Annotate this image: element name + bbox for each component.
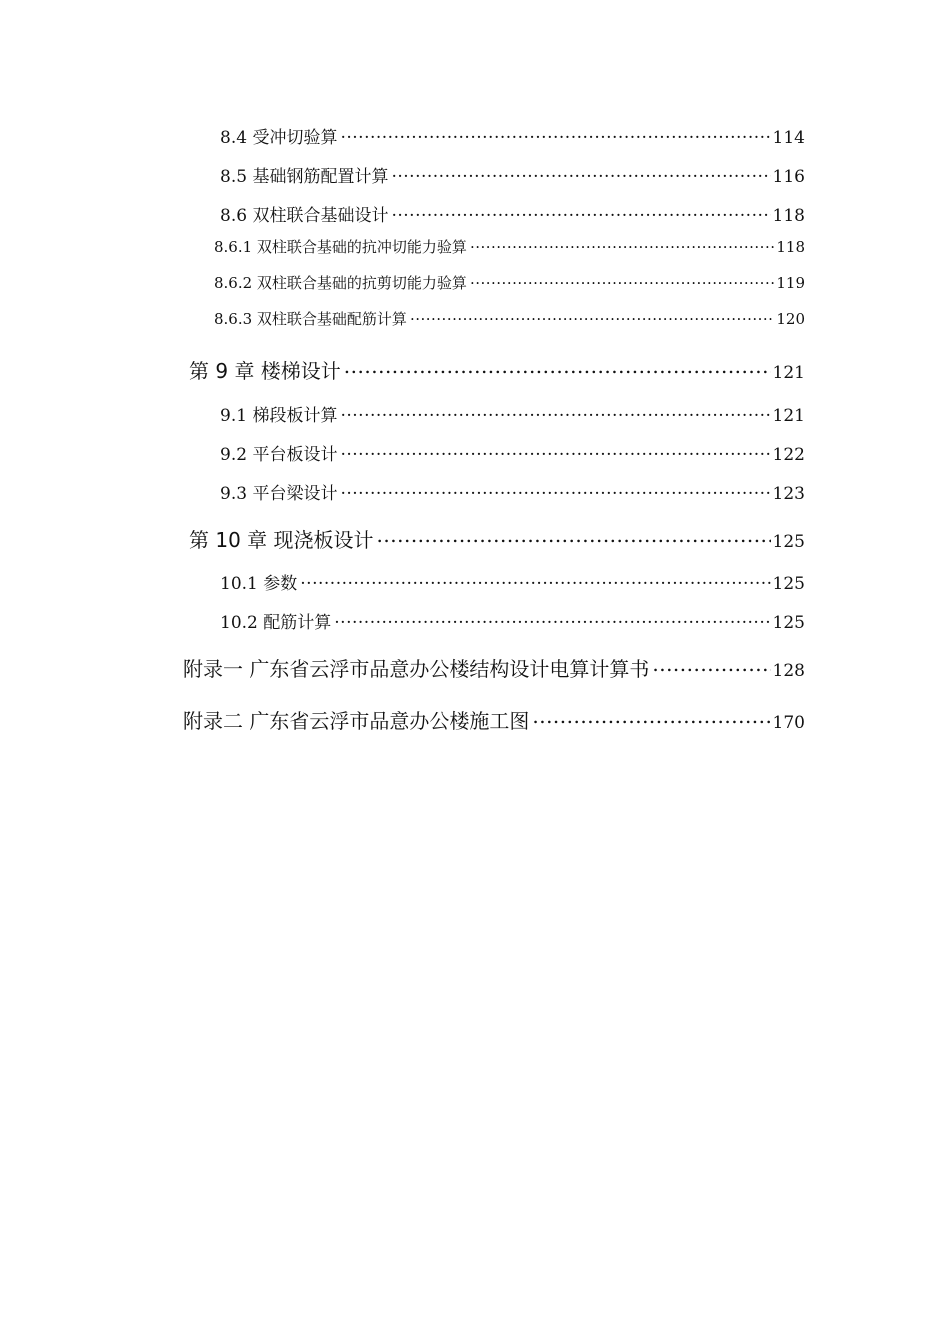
- toc-entry-title: 附录一 广东省云浮市品意办公楼结构设计电算计算书: [183, 657, 650, 681]
- toc-entry-8-6[interactable]: [220, 201, 805, 226]
- toc-dot-leader: [334, 611, 770, 628]
- toc-entry-9-2[interactable]: [220, 440, 805, 465]
- toc-entry-chapter-10[interactable]: [189, 524, 805, 553]
- toc-entry-appendix-2[interactable]: [183, 705, 805, 734]
- toc-entry-10-2[interactable]: [220, 608, 805, 633]
- toc-entry-page: 114: [772, 128, 805, 148]
- toc-entry-title: 9.1 梯段板计算: [220, 406, 338, 426]
- toc-entry-page: 125: [772, 574, 805, 594]
- toc-dot-leader: [340, 443, 770, 460]
- toc-entry-title: 8.6.2 双柱联合基础的抗剪切能力验算: [214, 274, 467, 292]
- toc-entry-page: 128: [772, 661, 805, 681]
- toc-dot-leader: [377, 527, 771, 547]
- toc-entry-8-4[interactable]: [220, 123, 805, 148]
- toc-entry-title: 第 10 章 现浇板设计: [189, 528, 374, 552]
- toc-entry-8-6-3[interactable]: [214, 308, 805, 329]
- toc-entry-8-6-1[interactable]: [214, 236, 805, 257]
- toc-entry-page: 119: [776, 274, 805, 292]
- toc-entry-10-1[interactable]: [220, 569, 805, 594]
- toc-dot-leader: [410, 309, 774, 324]
- toc-entry-title: 8.6 双柱联合基础设计: [220, 206, 389, 226]
- toc-dot-leader: [391, 165, 770, 182]
- toc-entry-page: 118: [776, 238, 805, 256]
- toc-entry-title: 第 9 章 楼梯设计: [189, 359, 341, 383]
- toc-entry-appendix-1[interactable]: [183, 653, 805, 682]
- toc-entry-title: 8.4 受冲切验算: [220, 128, 338, 148]
- toc-entry-page: 116: [772, 167, 805, 187]
- toc-entry-page: 125: [772, 613, 805, 633]
- toc-dot-leader: [344, 358, 771, 378]
- toc-entry-page: 120: [776, 310, 805, 328]
- toc-entry-page: 123: [772, 484, 805, 504]
- toc-dot-leader: [470, 273, 774, 288]
- toc-entry-page: 125: [772, 532, 805, 552]
- toc-entry-page: 121: [772, 363, 805, 383]
- toc-entry-title: 8.6.3 双柱联合基础配筋计算: [214, 310, 407, 328]
- toc-dot-leader: [470, 237, 774, 252]
- toc-entry-title: 9.2 平台板设计: [220, 445, 338, 465]
- toc-entry-page: 170: [772, 713, 805, 733]
- toc-dot-leader: [300, 572, 770, 589]
- toc-dot-leader: [340, 482, 770, 499]
- toc-entry-9-1[interactable]: [220, 401, 805, 426]
- toc-entry-page: 121: [772, 406, 805, 426]
- toc-entry-8-6-2[interactable]: [214, 272, 805, 293]
- toc-entry-chapter-9[interactable]: [189, 355, 805, 384]
- toc-entry-title: 9.3 平台梁设计: [220, 484, 338, 504]
- toc-dot-leader: [532, 708, 770, 728]
- toc-entry-title: 10.2 配筋计算: [220, 613, 332, 633]
- toc-entry-title: 10.1 参数: [220, 574, 298, 594]
- toc-dot-leader: [340, 126, 770, 143]
- toc-dot-leader: [652, 656, 770, 676]
- toc-entry-title: 8.5 基础钢筋配置计算: [220, 167, 389, 187]
- toc-entry-9-3[interactable]: [220, 479, 805, 504]
- toc-entry-title: 附录二 广东省云浮市品意办公楼施工图: [183, 709, 530, 733]
- toc-entry-8-5[interactable]: [220, 162, 805, 187]
- toc-entry-title: 8.6.1 双柱联合基础的抗冲切能力验算: [214, 238, 467, 256]
- toc-dot-leader: [391, 204, 770, 221]
- toc-entry-page: 122: [772, 445, 805, 465]
- toc-dot-leader: [340, 404, 770, 421]
- toc-entry-page: 118: [772, 206, 805, 226]
